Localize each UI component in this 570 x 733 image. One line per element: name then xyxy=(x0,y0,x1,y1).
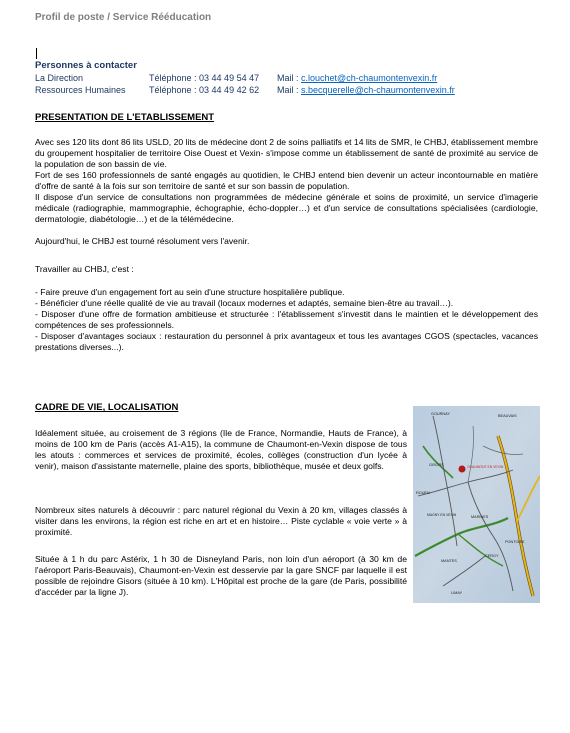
contact-name: Ressources Humaines xyxy=(35,85,126,95)
contact-name: La Direction xyxy=(35,73,84,83)
map-label-rouen: ROUEN xyxy=(416,491,430,495)
presentation-paragraph-3: Il dispose d'un service de consultations non programmées de médecine générale et soins de proximité, un service d'imagerie médicale (radiographie, mammographie, échographie, écho-doppler…) et d'un service de consultations spécialisées (cardiologie, dermatologie, diabétologie…) et de la télémédecine. xyxy=(35,192,538,224)
cadre-paragraph-2: Nombreux sites naturels à découvrir : parc naturel régional du Vexin à 20 km, villages classés à visiter dans les environs, la région est riche en art et en histoire… Piste cyclable « voie verte » à proximité. xyxy=(35,505,407,537)
presentation-bullet: - Disposer d'une offre de formation ambitieuse et structurée : l'établissement s'investit dans le maintien et le développement des compétences de ses professionnels. xyxy=(35,309,538,330)
presentation-paragraph-4: Aujourd'hui, le CHBJ est tourné résolument vers l'avenir. xyxy=(35,236,250,246)
map-label-magny: MAGNY EN VEXIN xyxy=(427,513,457,517)
map-label-marines: MARINES xyxy=(471,515,489,519)
cadre-title: CADRE DE VIE, LOCALISATION xyxy=(35,402,179,413)
map-label-mantes: MANTES xyxy=(441,559,457,563)
page-header-title: Profil de poste / Service Rééducation xyxy=(35,12,212,23)
map-label-limay: LIMAY xyxy=(451,591,463,595)
map-label-cergy: CERGY xyxy=(485,554,499,558)
contact-email-link[interactable]: c.louchet@ch-chaumontenvexin.fr xyxy=(301,73,438,83)
map-label-beauvais: BEAUVAIS xyxy=(498,414,517,418)
contact-phone: Téléphone : 03 44 49 42 62 xyxy=(149,85,260,95)
presentation-title: PRESENTATION DE L'ETABLISSEMENT xyxy=(35,112,215,123)
presentation-paragraph-2: Fort de ses 160 professionnels de santé engagés au quotidien, le CHBJ entend bien devenir un acteur incontournable en matière d'offre de santé à la fois sur son territoire de santé et sur son bassin de population. xyxy=(35,170,538,191)
contact-email-link[interactable]: s.becquerelle@ch-chaumontenvexin.fr xyxy=(301,85,455,95)
map-label-gisors: GISORS xyxy=(429,463,444,467)
map-label-chaumont: CHAUMONT EN VEXIN xyxy=(467,465,504,469)
presentation-bullet: - Disposer d'avantages sociaux : restauration du personnel à prix avantageux et tous les avantages CGOS (spectacles, vacances prestations diverses...). xyxy=(35,331,538,352)
map-label-gournay: GOURNAY xyxy=(431,412,450,416)
presentation-paragraph-1: Avec ses 120 lits dont 86 lits USLD, 20 lits de médecine dont 2 de soins palliatifs et 14 lits de SMR, le CHBJ, établissement membre du groupement hospitalier de territoire Oise Ouest et Vexin- s'impose comme un établissement de santé de proximité au service de la population de son bassin de vie. xyxy=(35,137,538,169)
location-map-image xyxy=(413,406,540,603)
cadre-paragraph-1: Idéalement située, au croisement de 3 régions (Ile de France, Normandie, Hauts de France), à moins de 100 km de Paris (accès A1-A15), la commune de Chaumont-en-Vexin dispose de tous les atouts : commerces et services de proximité, écoles, collèges (construction d'un lycée à venir), maison d'assistante maternelle, plaine des sports, bibliothèque, musée et deux golfs. xyxy=(35,428,407,471)
map-label-pontoise: PONTOISE xyxy=(505,540,525,544)
contacts-title: Personnes à contacter xyxy=(35,60,137,71)
contact-mail-label: Mail : s.becquerelle@ch-chaumontenvexin.fr xyxy=(277,85,455,95)
contact-phone: Téléphone : 03 44 49 54 47 xyxy=(149,73,260,83)
presentation-bullet: - Faire preuve d'un engagement fort au sein d'une structure hospitalière publique. xyxy=(35,287,345,297)
cadre-paragraph-3: Située à 1 h du parc Astérix, 1 h 30 de Disneyland Paris, non loin d'un aéroport (à 30 km de l'aéroport Paris-Beauvais), Chaumont-en-Vexin est desservie par la gare SNCF par laquelle il est possible de rejoindre Gisors (située à 10 km). L'Hôpital est proche de la gare (de Paris, possibilité d'accéder par la ligne J). xyxy=(35,554,407,597)
presentation-paragraph-5: Travailler au CHBJ, c'est : xyxy=(35,264,134,274)
contact-mail-label: Mail : c.louchet@ch-chaumontenvexin.fr xyxy=(277,73,438,83)
text-cursor xyxy=(36,48,37,59)
presentation-bullet: - Bénéficier d'une réelle qualité de vie au travail (locaux modernes et adaptés, semaine bien-être au travail…). xyxy=(35,298,454,308)
